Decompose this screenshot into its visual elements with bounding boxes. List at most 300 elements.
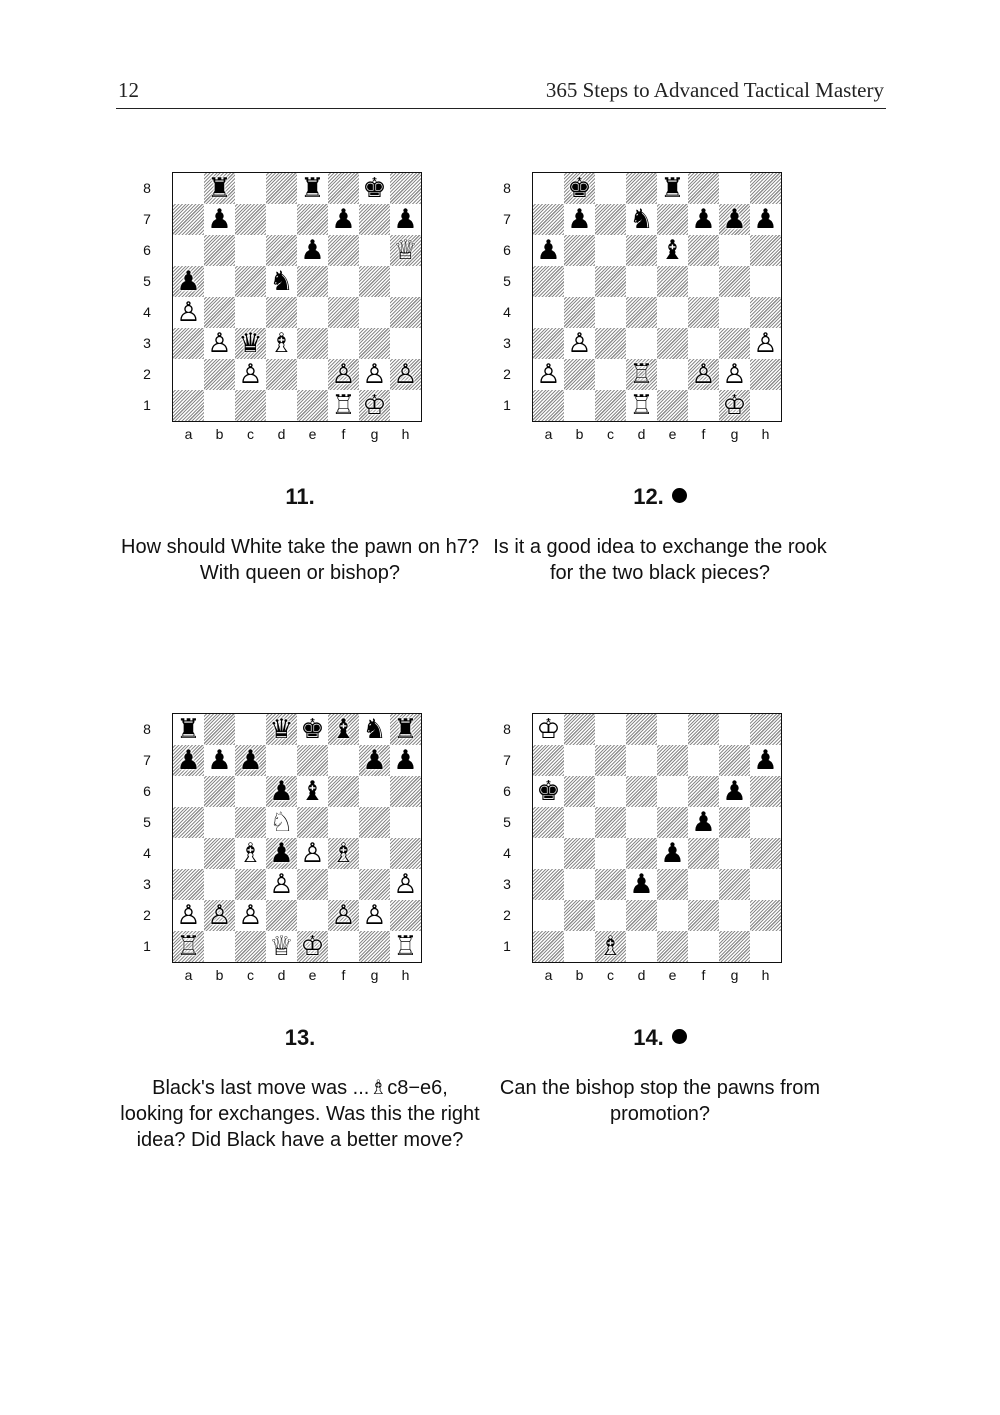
square-e1 (297, 931, 328, 962)
square-e3 (297, 869, 328, 900)
square-h2 (750, 359, 781, 390)
black-pawn-icon: ♟ (362, 745, 387, 776)
square-e5 (657, 266, 688, 297)
square-h4 (390, 838, 421, 869)
square-f1 (688, 931, 719, 962)
square-a8 (533, 714, 564, 745)
black-pawn-icon: ♟ (207, 745, 232, 776)
square-a1 (173, 931, 204, 962)
square-d7 (266, 204, 297, 235)
square-g3 (359, 328, 390, 359)
rank-label: 2 (503, 907, 511, 923)
square-b4 (564, 838, 595, 869)
square-e2 (657, 359, 688, 390)
file-label: h (761, 426, 770, 442)
file-label: a (184, 967, 193, 983)
square-h6 (750, 235, 781, 266)
square-d6 (266, 235, 297, 266)
square-c1 (595, 390, 626, 421)
chess-diagram (500, 713, 800, 1003)
file-label: d (637, 426, 646, 442)
square-h7 (750, 204, 781, 235)
square-e3 (297, 328, 328, 359)
square-b5 (204, 266, 235, 297)
square-d7 (626, 204, 657, 235)
running-head (116, 74, 886, 109)
rank-label: 5 (143, 273, 151, 289)
rank-label: 3 (143, 876, 151, 892)
square-f6 (688, 776, 719, 807)
file-label: h (401, 426, 410, 442)
square-c4 (235, 297, 266, 328)
square-f2 (328, 359, 359, 390)
file-label: c (247, 967, 254, 983)
square-h3 (390, 328, 421, 359)
square-b8 (204, 714, 235, 745)
square-f6 (328, 235, 359, 266)
white-king-icon: ♔ (536, 714, 561, 745)
black-pawn-icon: ♟ (393, 204, 418, 235)
rank-label: 6 (143, 783, 151, 799)
square-d7 (626, 745, 657, 776)
rank-label: 1 (143, 397, 151, 413)
file-label: a (544, 967, 553, 983)
white-rook-icon: ♖ (176, 931, 201, 962)
chess-diagram (140, 172, 440, 462)
square-h1 (390, 931, 421, 962)
puzzle-number: 13. (284, 1025, 316, 1050)
square-h7 (750, 745, 781, 776)
square-a5 (533, 807, 564, 838)
square-e5 (657, 807, 688, 838)
square-h2 (390, 900, 421, 931)
square-e4 (297, 838, 328, 869)
square-b2 (204, 900, 235, 931)
white-pawn-icon: ♙ (393, 869, 418, 900)
white-knight-icon: ♘ (269, 807, 294, 838)
black-rook-icon: ♜ (207, 173, 232, 204)
square-c1 (595, 931, 626, 962)
white-rook-icon: ♖ (629, 390, 654, 421)
square-b7 (564, 745, 595, 776)
square-h3 (750, 328, 781, 359)
square-a2 (173, 900, 204, 931)
puzzle-question: Can the bishop stop the pawns from promotion? (499, 1077, 821, 1125)
white-pawn-icon: ♙ (393, 359, 418, 390)
square-c4 (595, 297, 626, 328)
square-b2 (564, 359, 595, 390)
white-queen-icon: ♕ (269, 931, 294, 962)
square-d6 (626, 776, 657, 807)
square-d1 (266, 931, 297, 962)
white-pawn-icon: ♙ (207, 328, 232, 359)
square-e2 (297, 359, 328, 390)
square-d6 (626, 235, 657, 266)
square-b2 (564, 900, 595, 931)
square-f7 (328, 745, 359, 776)
file-label: e (308, 967, 317, 983)
square-f3 (328, 869, 359, 900)
square-a2 (533, 900, 564, 931)
file-label: c (247, 426, 254, 442)
rank-label: 7 (143, 211, 151, 227)
puzzle-13 (120, 713, 500, 1213)
square-c3 (235, 328, 266, 359)
square-g2 (719, 900, 750, 931)
square-c5 (235, 807, 266, 838)
square-e1 (657, 390, 688, 421)
square-b7 (204, 204, 235, 235)
square-c5 (235, 266, 266, 297)
square-g7 (719, 745, 750, 776)
white-pawn-icon: ♙ (269, 869, 294, 900)
square-h4 (750, 297, 781, 328)
square-f2 (328, 900, 359, 931)
file-label: c (607, 426, 614, 442)
file-label: f (701, 967, 706, 983)
square-d1 (626, 390, 657, 421)
square-b6 (204, 235, 235, 266)
square-d2 (266, 359, 297, 390)
square-c2 (235, 900, 266, 931)
square-f1 (688, 390, 719, 421)
black-king-icon: ♚ (362, 173, 387, 204)
square-g1 (359, 931, 390, 962)
square-f5 (328, 266, 359, 297)
square-h5 (390, 266, 421, 297)
square-f3 (688, 328, 719, 359)
square-d1 (266, 390, 297, 421)
square-f7 (688, 204, 719, 235)
square-h3 (390, 869, 421, 900)
rank-label: 3 (143, 335, 151, 351)
square-c1 (235, 931, 266, 962)
square-h5 (750, 807, 781, 838)
square-f5 (328, 807, 359, 838)
black-pawn-icon: ♟ (722, 776, 747, 807)
square-b4 (204, 838, 235, 869)
square-f4 (688, 838, 719, 869)
puzzle-question: Is it a good idea to exchange the rook for the two black pieces? (493, 536, 827, 584)
rank-label: 4 (143, 304, 151, 320)
square-a6 (173, 776, 204, 807)
square-e2 (657, 900, 688, 931)
square-a1 (533, 390, 564, 421)
square-e5 (297, 807, 328, 838)
square-a2 (173, 359, 204, 390)
square-c5 (595, 807, 626, 838)
square-g7 (719, 204, 750, 235)
chess-diagram (500, 172, 800, 462)
puzzle-14 (500, 713, 860, 1213)
white-pawn-icon: ♙ (238, 359, 263, 390)
puzzle-question: Black's last move was ...♗c8−e6, looking for exchanges. Was this the right idea? Did Black have a better move? (120, 1077, 480, 1151)
square-d7 (266, 745, 297, 776)
square-g2 (359, 900, 390, 931)
square-a2 (533, 359, 564, 390)
rank-label: 7 (503, 211, 511, 227)
book-title: 365 Steps to Advanced Tactical Mastery (545, 78, 884, 102)
white-pawn-icon: ♙ (238, 900, 263, 931)
white-queen-icon: ♕ (393, 235, 418, 266)
black-pawn-icon: ♟ (331, 204, 356, 235)
square-f7 (328, 204, 359, 235)
square-c3 (595, 328, 626, 359)
square-f8 (328, 714, 359, 745)
black-pawn-icon: ♟ (269, 838, 294, 869)
square-e6 (297, 235, 328, 266)
rank-label: 5 (503, 814, 511, 830)
black-rook-icon: ♜ (176, 714, 201, 745)
square-c7 (595, 745, 626, 776)
black-rook-icon: ♜ (660, 173, 685, 204)
rank-label: 4 (143, 845, 151, 861)
white-pawn-icon: ♙ (536, 359, 561, 390)
square-g3 (359, 869, 390, 900)
black-pawn-icon: ♟ (722, 204, 747, 235)
rank-label: 8 (503, 721, 511, 737)
square-a7 (533, 745, 564, 776)
square-e7 (657, 204, 688, 235)
white-rook-icon: ♖ (629, 359, 654, 390)
black-knight-icon: ♞ (629, 204, 654, 235)
square-a7 (533, 204, 564, 235)
square-b5 (564, 807, 595, 838)
square-e8 (297, 714, 328, 745)
square-f4 (688, 297, 719, 328)
square-d6 (266, 776, 297, 807)
square-g8 (719, 714, 750, 745)
rank-label: 6 (503, 242, 511, 258)
white-rook-icon: ♖ (393, 931, 418, 962)
square-e7 (297, 745, 328, 776)
square-g6 (359, 776, 390, 807)
square-a7 (173, 745, 204, 776)
square-f8 (328, 173, 359, 204)
square-g3 (719, 328, 750, 359)
black-pawn-icon: ♟ (753, 745, 778, 776)
file-label: d (637, 967, 646, 983)
square-a5 (173, 807, 204, 838)
square-b8 (564, 173, 595, 204)
square-f4 (328, 297, 359, 328)
black-bishop-icon: ♝ (660, 235, 685, 266)
square-h3 (750, 869, 781, 900)
square-c2 (595, 359, 626, 390)
white-pawn-icon: ♙ (176, 900, 201, 931)
square-d2 (626, 359, 657, 390)
chess-board (532, 172, 782, 422)
rank-label: 6 (143, 242, 151, 258)
black-pawn-icon: ♟ (660, 838, 685, 869)
black-pawn-icon: ♟ (393, 745, 418, 776)
page-number: 12 (118, 78, 139, 102)
puzzle-11 (121, 172, 500, 672)
rank-label: 4 (503, 304, 511, 320)
black-pawn-icon: ♟ (691, 807, 716, 838)
white-pawn-icon: ♙ (331, 900, 356, 931)
puzzle-number: 14. (480, 1025, 840, 1051)
square-f1 (328, 390, 359, 421)
square-b1 (564, 390, 595, 421)
square-a3 (533, 869, 564, 900)
square-d4 (266, 838, 297, 869)
square-c3 (595, 869, 626, 900)
square-c4 (235, 838, 266, 869)
square-d3 (266, 328, 297, 359)
square-b1 (204, 390, 235, 421)
white-pawn-icon: ♙ (691, 359, 716, 390)
square-g5 (359, 266, 390, 297)
square-f3 (688, 869, 719, 900)
black-bishop-icon: ♝ (300, 776, 325, 807)
square-c6 (235, 776, 266, 807)
square-e1 (297, 390, 328, 421)
chess-board (172, 172, 422, 422)
square-a4 (533, 297, 564, 328)
square-d4 (626, 297, 657, 328)
square-c8 (595, 173, 626, 204)
difficulty-dot-icon (672, 1029, 687, 1044)
file-label: b (575, 967, 584, 983)
chess-board (532, 713, 782, 963)
square-h5 (750, 266, 781, 297)
square-d4 (266, 297, 297, 328)
rank-label: 2 (143, 366, 151, 382)
square-b8 (564, 714, 595, 745)
square-h8 (390, 173, 421, 204)
rank-label: 1 (503, 397, 511, 413)
square-h2 (750, 900, 781, 931)
black-pawn-icon: ♟ (691, 204, 716, 235)
puzzle-number: 11. (285, 484, 315, 509)
square-a8 (173, 173, 204, 204)
square-a5 (173, 266, 204, 297)
file-label: e (308, 426, 317, 442)
black-knight-icon: ♞ (269, 266, 294, 297)
square-b4 (564, 297, 595, 328)
square-b4 (204, 297, 235, 328)
black-pawn-icon: ♟ (536, 235, 561, 266)
square-g6 (719, 776, 750, 807)
file-label: c (607, 967, 614, 983)
square-b6 (564, 776, 595, 807)
square-f5 (688, 807, 719, 838)
black-knight-icon: ♞ (362, 714, 387, 745)
square-b3 (204, 869, 235, 900)
square-g7 (359, 745, 390, 776)
square-g8 (719, 173, 750, 204)
square-g5 (719, 266, 750, 297)
file-label: f (341, 426, 346, 442)
rank-label: 2 (143, 907, 151, 923)
square-g4 (719, 297, 750, 328)
black-pawn-icon: ♟ (238, 745, 263, 776)
square-f2 (688, 900, 719, 931)
rank-label: 2 (503, 366, 511, 382)
white-pawn-icon: ♙ (331, 359, 356, 390)
black-pawn-icon: ♟ (300, 235, 325, 266)
square-f5 (688, 266, 719, 297)
black-king-icon: ♚ (300, 714, 325, 745)
white-pawn-icon: ♙ (207, 900, 232, 931)
square-b1 (564, 931, 595, 962)
square-e1 (657, 931, 688, 962)
puzzle-question: How should White take the pawn on h7? With queen or bishop? (121, 536, 479, 584)
file-label: b (215, 967, 224, 983)
white-pawn-icon: ♙ (300, 838, 325, 869)
square-d4 (626, 838, 657, 869)
white-pawn-icon: ♙ (567, 328, 592, 359)
square-d5 (626, 266, 657, 297)
square-f6 (328, 776, 359, 807)
square-a6 (533, 776, 564, 807)
white-pawn-icon: ♙ (362, 900, 387, 931)
white-king-icon: ♔ (300, 931, 325, 962)
rank-label: 3 (503, 335, 511, 351)
square-c4 (595, 838, 626, 869)
file-label: g (370, 967, 379, 983)
puzzle-12 (493, 172, 860, 672)
square-f3 (328, 328, 359, 359)
square-d8 (626, 173, 657, 204)
square-g3 (719, 869, 750, 900)
white-bishop-icon: ♗ (238, 838, 263, 869)
square-g4 (719, 838, 750, 869)
rank-label: 8 (143, 721, 151, 737)
white-bishop-icon: ♗ (269, 328, 294, 359)
square-c5 (595, 266, 626, 297)
puzzle-number: 12. (480, 484, 840, 510)
square-b6 (204, 776, 235, 807)
square-d5 (626, 807, 657, 838)
square-h1 (390, 390, 421, 421)
black-queen-icon: ♛ (238, 328, 263, 359)
square-a3 (173, 328, 204, 359)
square-g5 (719, 807, 750, 838)
square-e7 (297, 204, 328, 235)
square-g4 (359, 838, 390, 869)
white-king-icon: ♔ (722, 390, 747, 421)
black-rook-icon: ♜ (393, 714, 418, 745)
square-e6 (657, 235, 688, 266)
rank-label: 1 (503, 938, 511, 954)
square-f1 (328, 931, 359, 962)
square-e5 (297, 266, 328, 297)
square-c6 (235, 235, 266, 266)
square-a4 (173, 838, 204, 869)
black-bishop-icon: ♝ (331, 714, 356, 745)
black-pawn-icon: ♟ (207, 204, 232, 235)
rank-label: 5 (503, 273, 511, 289)
square-d3 (626, 869, 657, 900)
square-c6 (595, 776, 626, 807)
square-h7 (390, 204, 421, 235)
square-g8 (359, 173, 390, 204)
square-e7 (657, 745, 688, 776)
square-g1 (719, 390, 750, 421)
square-g8 (359, 714, 390, 745)
square-e8 (657, 714, 688, 745)
square-e3 (657, 869, 688, 900)
file-label: h (761, 967, 770, 983)
square-h8 (750, 173, 781, 204)
square-h4 (750, 838, 781, 869)
chess-board (172, 713, 422, 963)
square-d2 (266, 900, 297, 931)
square-h1 (750, 931, 781, 962)
black-pawn-icon: ♟ (753, 204, 778, 235)
